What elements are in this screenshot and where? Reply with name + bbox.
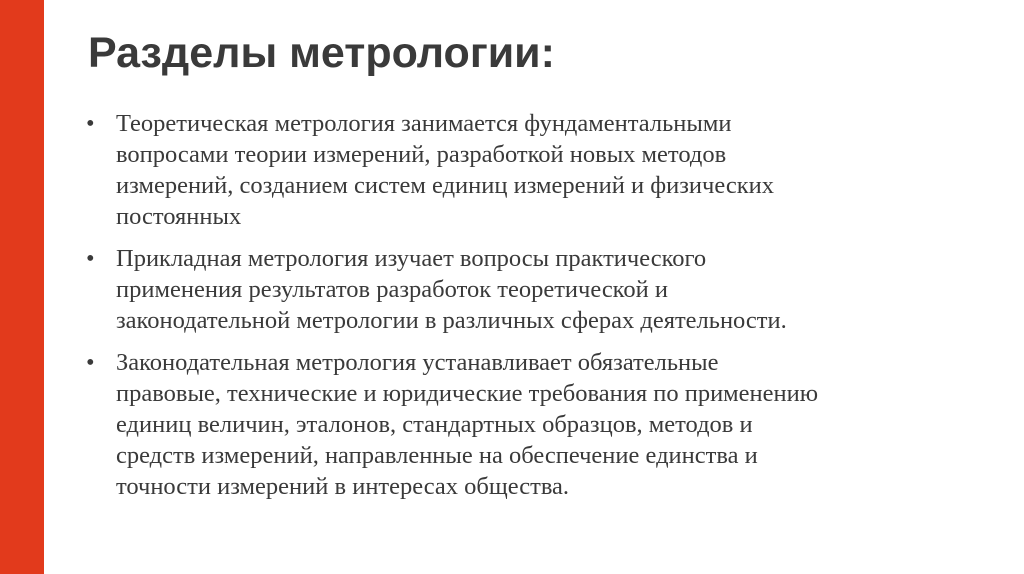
bullet-text-line: измерений, созданием систем единиц измерений и физических — [116, 172, 774, 199]
bullet-item-applied — [86, 243, 986, 336]
bullet-text-line: средств измерений, направленные на обеспечение единства и — [116, 442, 758, 469]
bullet-text-line: Прикладная метрология изучает вопросы практического — [116, 245, 707, 272]
bullet-item-legal — [86, 347, 986, 502]
bullet-dot: • — [86, 349, 95, 376]
slide-title: Разделы метрологии: — [88, 29, 555, 77]
accent-bar — [0, 0, 44, 574]
bullet-text-line: правовые, технические и юридические требования по применению — [116, 380, 819, 407]
bullet-text-line: точности измерений в интересах общества. — [116, 473, 570, 500]
bullet-item-theoretical — [86, 108, 986, 232]
bullet-text-line: применения результатов разработок теоретической и — [116, 276, 668, 303]
bullet-dot: • — [86, 245, 95, 272]
bullet-text-line: Теоретическая метрология занимается фундаментальными — [116, 110, 732, 137]
bullet-text-line: вопросами теории измерений, разработкой новых методов — [116, 141, 727, 168]
bullet-dot: • — [86, 110, 95, 137]
bullet-text-line: постоянных — [116, 203, 242, 230]
bullet-text-line: единиц величин, эталонов, стандартных образцов, методов и — [116, 411, 753, 438]
bullet-list — [86, 108, 986, 513]
bullet-text-line: законодательной метрологии в различных сферах деятельности. — [116, 307, 787, 334]
bullet-text-line: Законодательная метрология устанавливает обязательные — [116, 349, 719, 376]
